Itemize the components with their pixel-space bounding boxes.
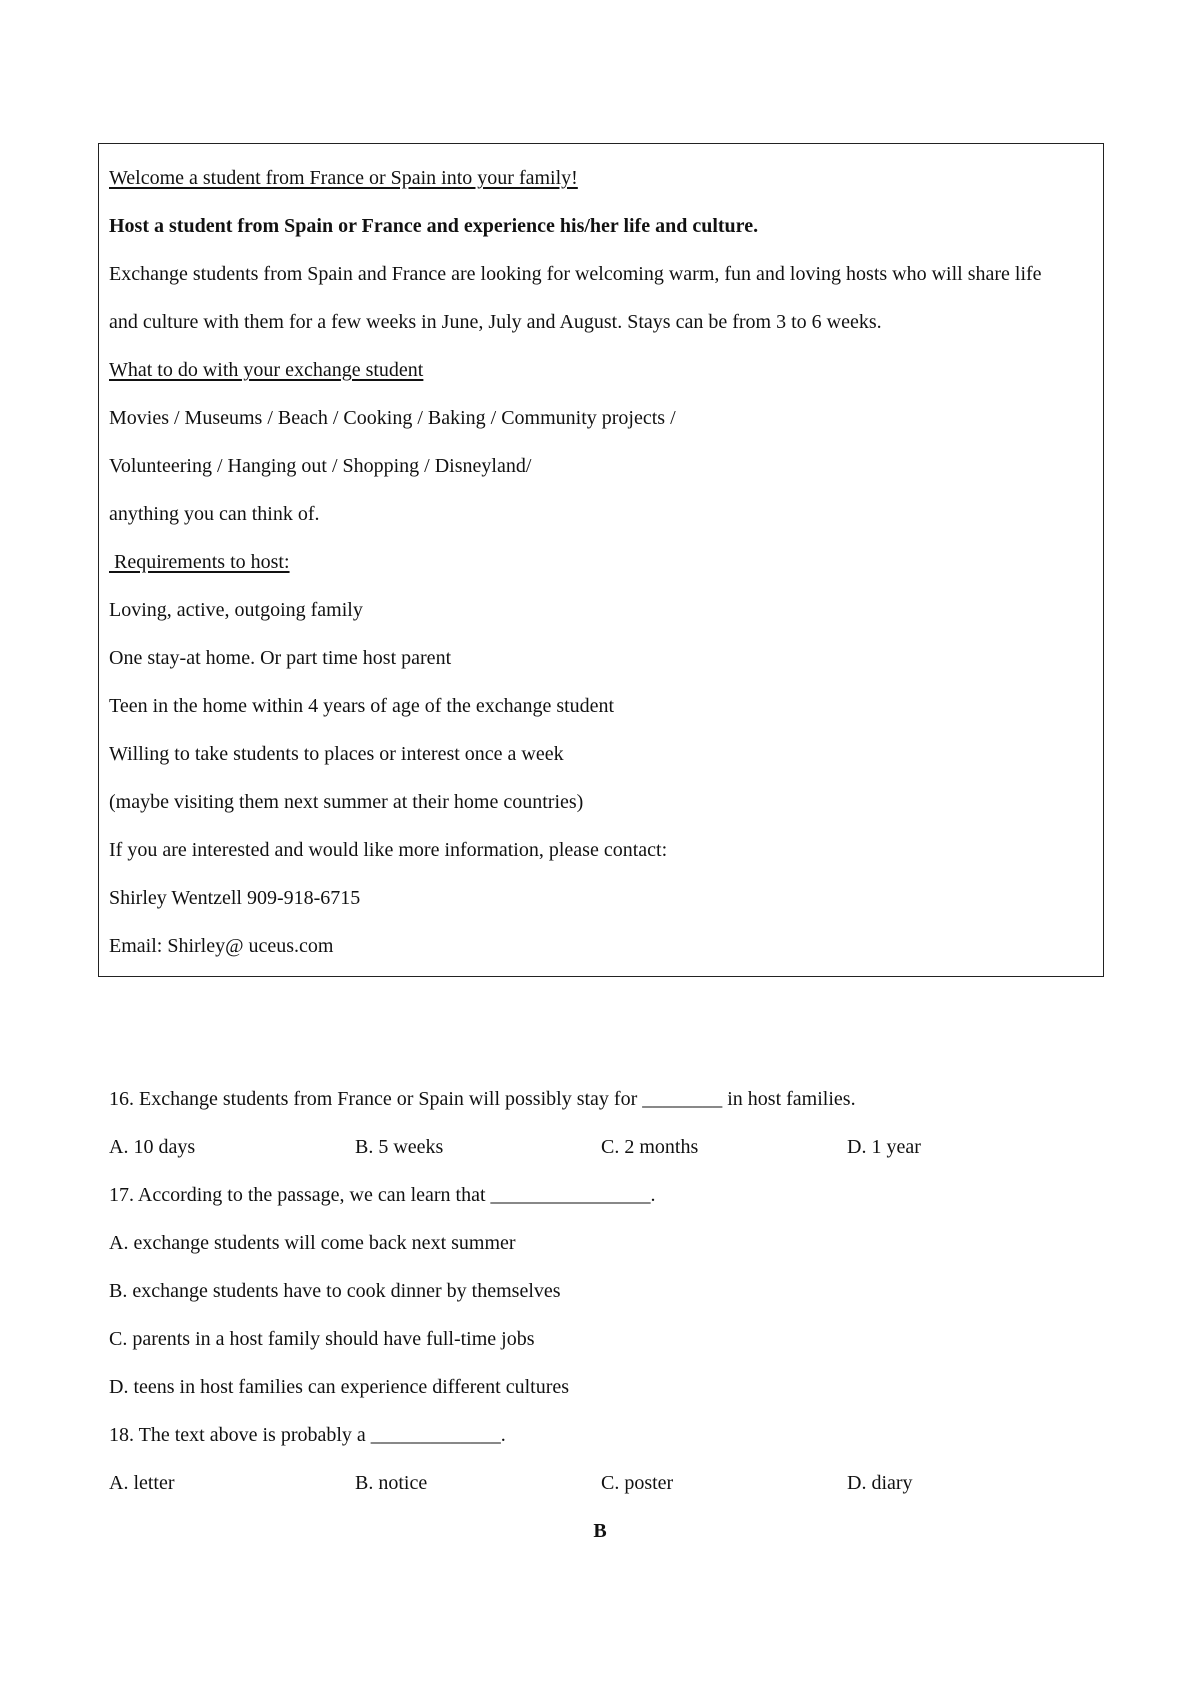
passage-subheading: Host a student from Spain or France and experience his/her life and culture.: [109, 215, 759, 237]
question-16-option-d: D. 1 year: [847, 1136, 921, 1158]
activities-line-3: anything you can think of.: [109, 503, 320, 525]
activities-line-1: Movies / Museums / Beach / Cooking / Baking / Community projects /: [109, 407, 676, 429]
requirement-item: (maybe visiting them next summer at their home countries): [109, 791, 584, 813]
question-18-stem: 18. The text above is probably a _____________.: [109, 1424, 506, 1446]
question-16-option-b: B. 5 weeks: [355, 1136, 444, 1158]
question-18-option-d: D. diary: [847, 1472, 913, 1494]
passage-heading: Welcome a student from France or Spain into your family!: [109, 167, 578, 189]
contact-intro: If you are interested and would like more information, please contact:: [109, 839, 668, 861]
requirement-item: Willing to take students to places or interest once a week: [109, 743, 564, 765]
requirement-item: Teen in the home within 4 years of age of the exchange student: [109, 695, 615, 717]
question-17-option-b: B. exchange students have to cook dinner by themselves: [109, 1280, 561, 1302]
contact-email: Email: Shirley@ uceus.com: [109, 935, 334, 957]
contact-name-phone: Shirley Wentzell 909-918-6715: [109, 887, 361, 909]
question-16-option-a: A. 10 days: [109, 1136, 196, 1158]
requirements-heading: Requirements to host:: [109, 551, 290, 573]
intro-line-2: and culture with them for a few weeks in June, July and August. Stays can be from 3 to 6 weeks.: [109, 311, 882, 333]
question-16-option-c: C. 2 months: [601, 1136, 699, 1158]
question-18-option-c: C. poster: [601, 1472, 674, 1494]
requirement-item: Loving, active, outgoing family: [109, 599, 363, 621]
question-16-stem: 16. Exchange students from France or Spain will possibly stay for ________ in host families.: [109, 1088, 856, 1110]
intro-line-1: Exchange students from Spain and France are looking for welcoming warm, fun and loving hosts who will share life: [109, 263, 1042, 285]
question-18-option-b: B. notice: [355, 1472, 428, 1494]
activities-line-2: Volunteering / Hanging out / Shopping / Disneyland/: [109, 455, 532, 477]
question-17-option-d: D. teens in host families can experience different cultures: [109, 1376, 570, 1398]
question-17-stem: 17. According to the passage, we can learn that ________________.: [109, 1184, 656, 1206]
activities-heading: What to do with your exchange student: [109, 359, 424, 381]
section-letter-b: B: [593, 1520, 607, 1542]
requirement-item: One stay-at home. Or part time host parent: [109, 647, 452, 669]
question-17-option-c: C. parents in a host family should have full-time jobs: [109, 1328, 535, 1350]
question-17-option-a: A. exchange students will come back next summer: [109, 1232, 516, 1254]
question-18-option-a: A. letter: [109, 1472, 175, 1494]
